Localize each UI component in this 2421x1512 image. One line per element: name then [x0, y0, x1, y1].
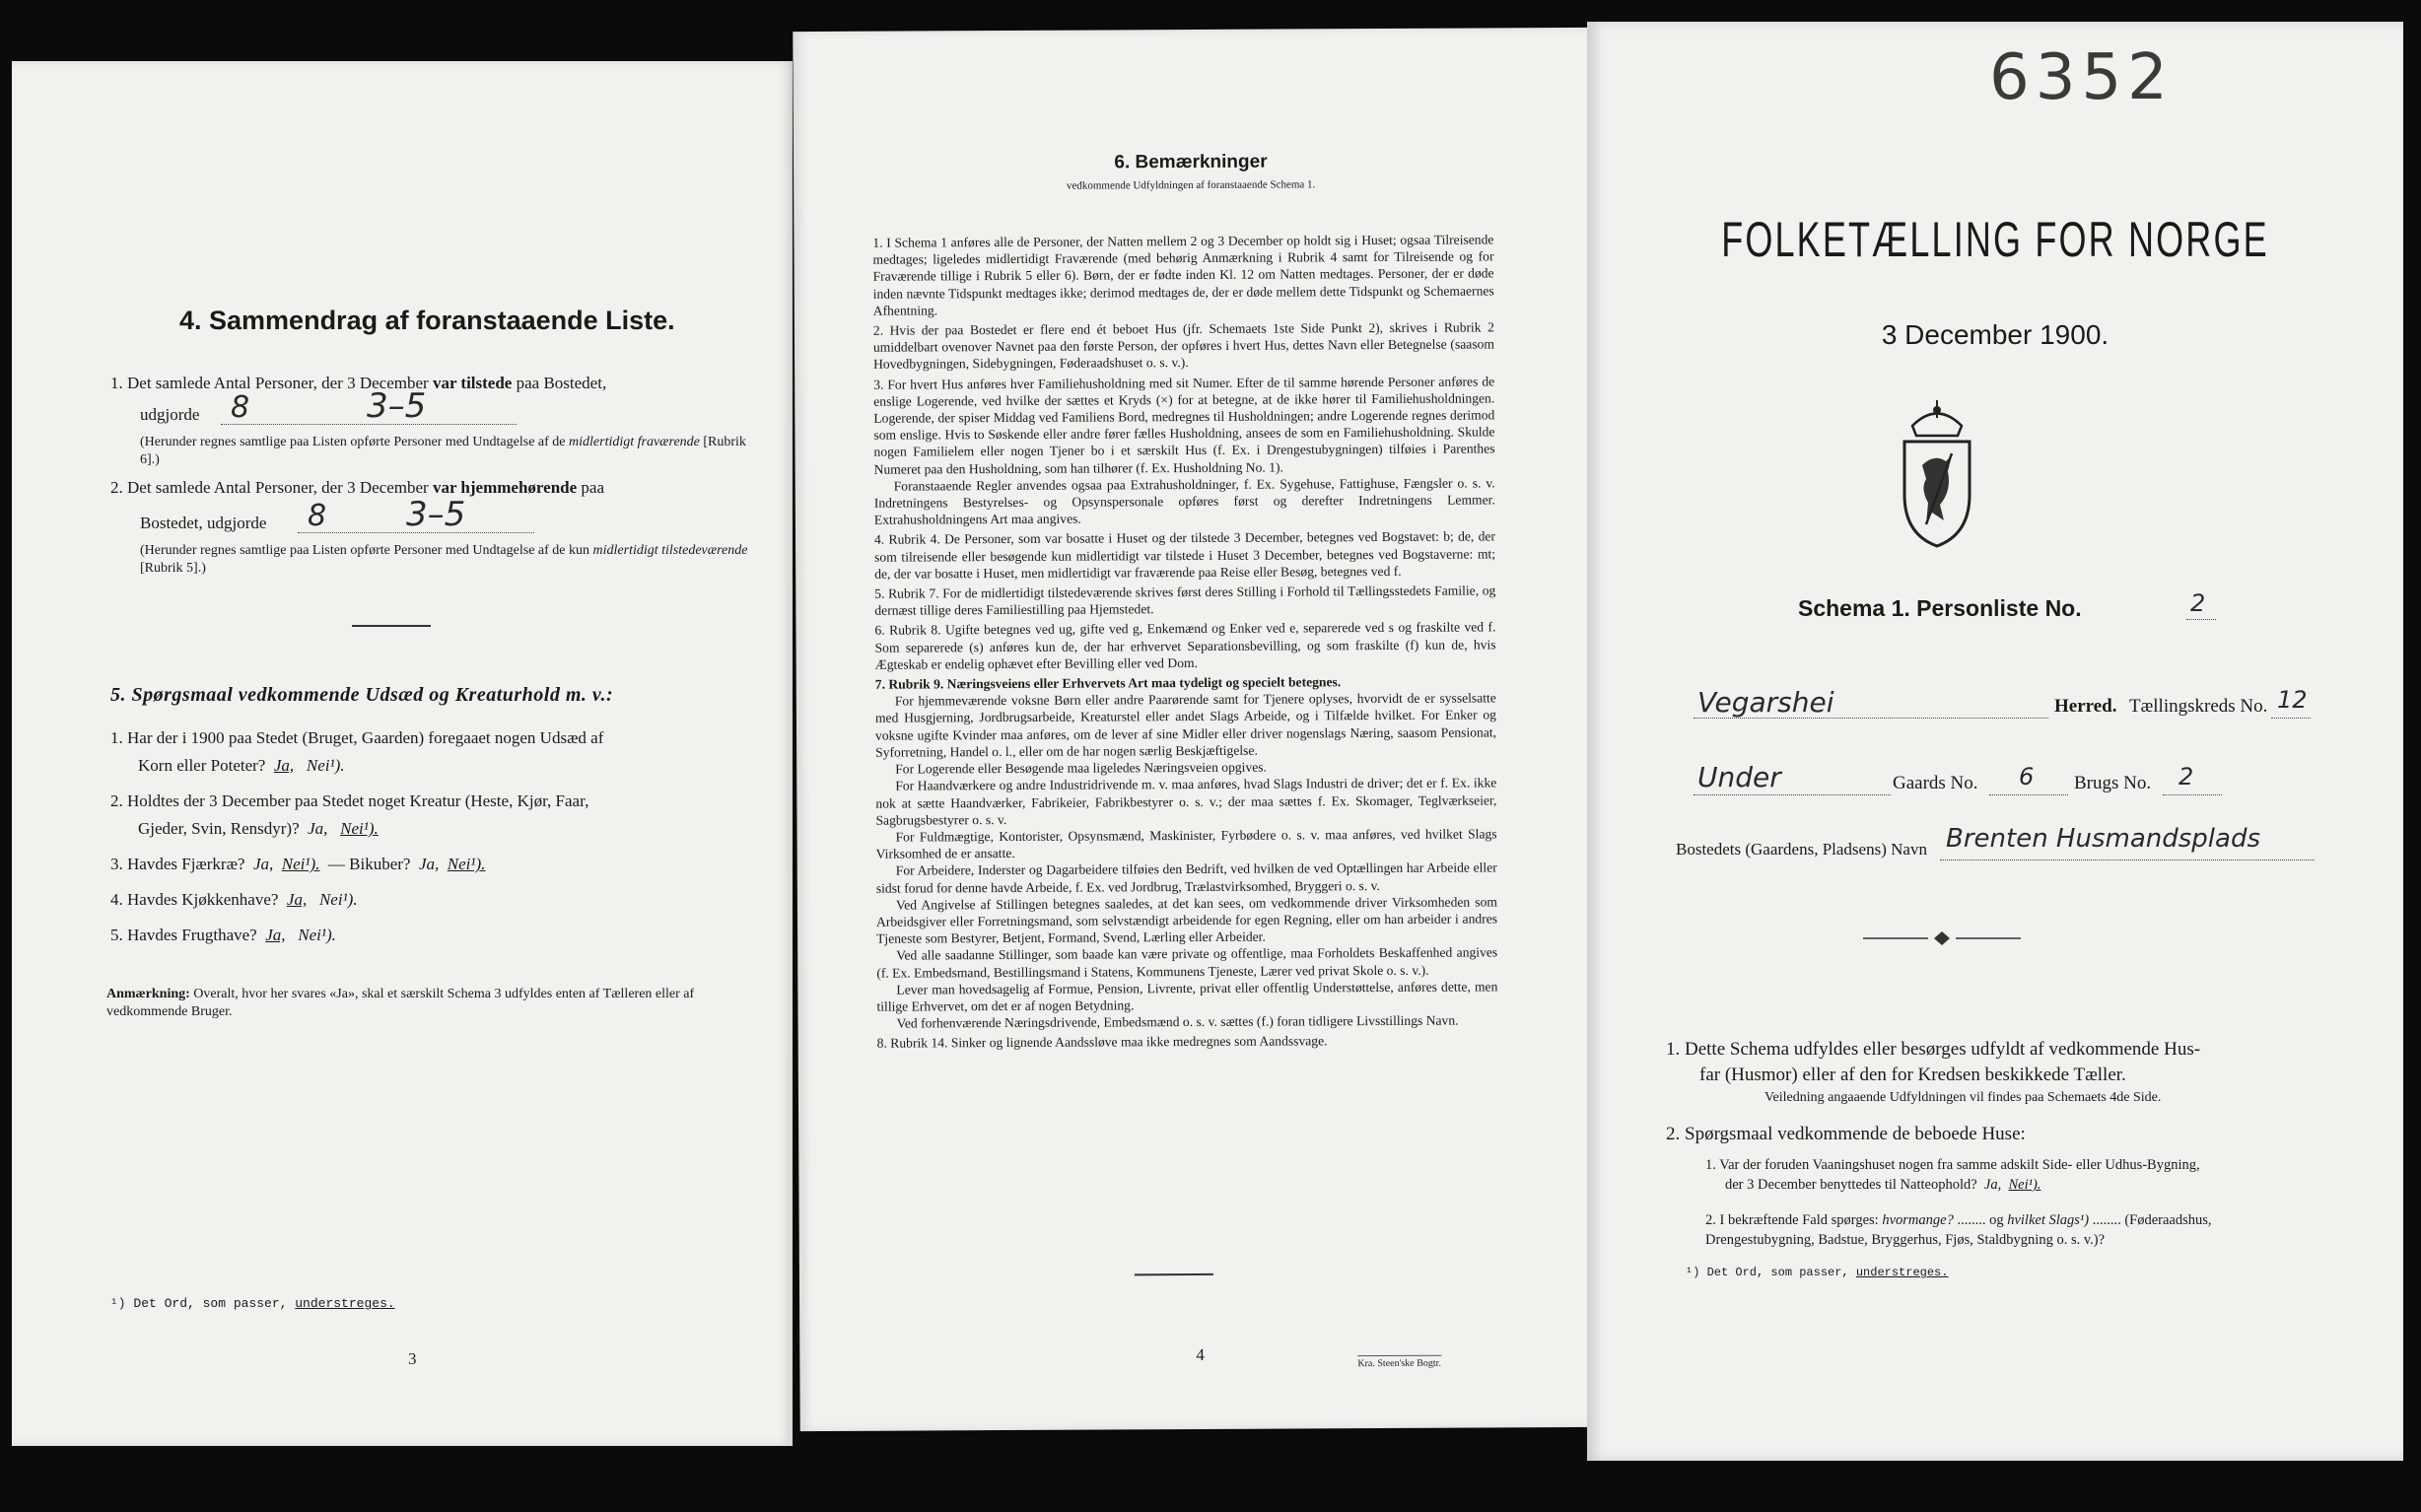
s5-q1: 1. Har der i 1900 paa Stedet (Bruget, Gaarden) foregaaet nogen Udsæd af Korn eller Poteter? Ja, Nei¹).	[110, 728, 604, 775]
under-handwritten: Under	[1697, 761, 1781, 793]
remark-item: 4. Rubrik 4. De Personer, som var bosatte i Huset og der tilstede 3 December, betegnes ved Bogstavet: b; de, der som tilreisende eller besøgende kun midlertidigt var tilstede i Huset 3 December, betegnes ved Bogstaverne: mt; de, der var bosatte i Huset, men midlertidigt var fraværende paa Reise eller Besøg, betegnes ved f.	[873, 528, 1496, 582]
left-footnote: ¹) Det Ord, som passer, understreges.	[110, 1296, 395, 1311]
under-line	[1694, 794, 1891, 795]
census-title: FOLKETÆLLING FOR NORGE	[1721, 212, 2269, 267]
q2-line: 2. Det samlede Antal Personer, der 3 December var hjemmehørende paa	[110, 478, 604, 497]
remark-item: Ved Angivelse af Stillingen betegnes saaledes, at det kan sees, om vedkommende driver Virksomheden som Arbeidsgiver eller Forretningsmand, som selvstændigt arbeidende for egen Regning, eller om han arbeider i andres Tjeneste som Bestyrer, Betjent, Formand, Svend, Lærling eller Arbeider.	[875, 894, 1498, 946]
remark-item: For Fuldmægtige, Kontorister, Opsynsmænd, Maskinister, Fyrbødere o. s. v. maa anføres, ved hvilket Slags Virksomhed de er ansatte.	[875, 826, 1497, 861]
remark-item: 3. For hvert Hus anføres hver Familiehusholdning med sit Numer. Efter de til samme hørende Personer anføres de enslige Logerende, ved hvilke der sættes et Kryds (×) for at betegne, at de ikke hører til Familiehusholdningen. Logerende, der spiser Middag ved Familiens Bord, medregnes til Husholdningen; andre Logerende regnes derimod som enslige. Hvis to Søskende eller andre fører fælles Husholdning, ansees de som en Familiehusholdning. Skulde nogen Familielem eller nogen Tjener bo i et særskilt Hus (f. Ex. i Drengestubygningen) tilføies i Parenthes Numeret paa den Husholdning, som han tilhører (f. Ex. Husholdning No. 1).	[873, 374, 1495, 477]
bosted-handwritten: Brenten Husmandsplads	[1946, 824, 2261, 854]
q2-handwritten: 3–5	[406, 495, 466, 534]
q1-line: 1. Det samlede Antal Personer, der 3 December var tilstede paa Bostedet,	[110, 374, 607, 392]
schema-label: Schema 1. Personliste No.	[1798, 595, 2082, 621]
remark-item: Lever man hovedsagelig af Formue, Pension, Livrente, privat eller offentlig Understøttelse, anføres dette, men tillige Erhvervet, om det er af nogen Betydning.	[876, 979, 1498, 1014]
remark-item: For Haandværkere og andre Industridrivende m. v. maa anføres, hvad Slags Industri de driver; det er f. Ex. ikke nok at sætte Haandværker, Fabrikeier, Fabrikbestyrer o. s. v.; der maa sættes f. Ex. Skomager, Teglværkseier, Sagbrugsbestyrer o. s. v.	[875, 775, 1497, 828]
remark-item: 5. Rubrik 7. For de midlertidigt tilstedeværende skrives først deres Stilling i Forhold til Tællingsstedets Familie, og dernæst tillige deres Familiestilling paa Hjemstedet.	[874, 583, 1496, 618]
remark-item: 2. Hvis der paa Bostedet er flere end ét beboet Hus (jfr. Schemaets 1ste Side Punkt 2), skrives i Rubrik 2 umiddelbart ovenover Navnet paa den første Person, der opføres i hvert Hus, dettes Navn eller Betegnelse (saasom Hovedbygningen, Sidebygningen, Føderaadshuset o. s. v.).	[872, 319, 1494, 373]
gaards-label: Gaards No.	[1893, 773, 1978, 793]
handwritten-id: 6352	[1989, 41, 2174, 114]
remark-item: 1. I Schema 1 anføres alle de Personer, der Natten mellem 2 og 3 December op holdt sig i Huset; ogsaa Tilreisende medtages; ligeledes midlertidigt Fraværende (med behørig Anmærkning i Rubrik 4 samt for Tilreisende og for Fraværende tillige i Rubrik 5 eller 6). Børn, der er fødte inden Kl. 12 om Natten medtages. Personer, der er døde inden nævnte Tidspunkt medtages ikke; derimod medtages de, der er døde mellem dette Tidspunkt og Schemaernes Afhentning.	[872, 232, 1494, 318]
remark-item: 8. Rubrik 14. Sinker og lignende Aandssløve maa ikke medregnes som Aandssvage.	[876, 1033, 1328, 1052]
s5-q3: 3. Havdes Fjærkræ? Ja, Nei¹). — Bikuber? Ja, Nei¹).	[110, 855, 486, 873]
remark-item: Ved forhenværende Næringsdrivende, Embedsmænd o. s. v. sættes (f.) foran tidligere Livsstillings Navn.	[896, 1012, 1459, 1031]
remarks-body	[872, 231, 1497, 1052]
coat-of-arms-icon	[1883, 396, 1991, 554]
remark-item: Foranstaaende Regler anvendes ogsaa paa Extrahusholdninger, f. Ex. Sygehuse, Fattighuse, Fængsler o. s. v. Indretningens Bestyrelses- og Opsynspersonale opføres først og derefter Indretningens Lemmer. Extrahusholdningens Art maa angives.	[873, 475, 1495, 527]
q2-bostedet-label: Bostedet, udgjorde	[140, 514, 267, 532]
schema-no: 2	[2190, 589, 2206, 617]
kreds-no: 12	[2277, 686, 2308, 714]
divider	[1135, 1273, 1213, 1275]
schema-no-line	[2186, 619, 2216, 620]
right-page	[1587, 22, 2403, 1461]
instruction-2: 2. Spørgsmaal vedkommende de beboede Huse:	[1666, 1124, 2026, 1144]
herred-handwritten: Vegarshei	[1697, 686, 1834, 719]
herred-label: Herred.	[2054, 696, 2117, 717]
brugs-label: Brugs No.	[2074, 773, 2152, 793]
q1-value: 8	[231, 390, 250, 425]
gaards-line	[1989, 794, 2068, 795]
bosted-label: Bostedets (Gaardens, Pladsens) Navn	[1676, 840, 1927, 859]
left-page-number: 3	[408, 1349, 417, 1368]
remark-item: For Arbeidere, Inderster og Dagarbeidere tilføies den Bedrift, ved hvilken de ved Optællingen har Arbeide eller sidst forud for denne havde Arbeide, f. Ex. ved Jordbrug, Trælastvirksomhed, Bryggeri o. s. v.	[875, 859, 1497, 896]
instruction-1: 1. Dette Schema udfyldes eller besørges udfyldt af vedkommende Hus- far (Husmor) eller af den for Kredsen beskikkede Tæller. Veiledning angaaende Udfyldningen vil findes paa Schemaets 4de Side.	[1666, 1039, 2201, 1105]
divider	[352, 625, 431, 627]
remarks-subtitle: vedkommende Udfyldningen af foranstaaende Schema 1.	[1066, 178, 1316, 192]
middle-page-number: 4	[1196, 1344, 1205, 1364]
kreds-line	[2271, 718, 2311, 719]
kreds-label: Tællingskreds No.	[2129, 696, 2268, 717]
s5-q5: 5. Havdes Frugthave? Ja, Nei¹).	[110, 926, 336, 944]
remarks-title: 6. Bemærkninger	[1114, 151, 1268, 173]
census-date: 3 December 1900.	[1881, 319, 2110, 350]
brugs-no: 2	[2179, 763, 2194, 790]
ornament-divider	[1863, 928, 2021, 948]
middle-page	[793, 28, 1594, 1431]
annotation: Anmærkning: Overalt, hvor her svares «Ja», skal et særskilt Schema 3 udfyldes enten af Tælleren eller af vedkommende Bruger.	[106, 987, 695, 1019]
brugs-line	[2163, 794, 2222, 795]
q1-handwritten: 3–5	[367, 386, 427, 426]
instruction-2-2: 2. I bekræftende Fald spørges: hvormange? ........ og hvilket Slags¹) ........ (Føderaadshus, Drengestubygning, Badstue, Bryggerhus, Fjøs, Staldbygning o. s. v.)?	[1705, 1212, 2212, 1248]
remark-item: 7. Rubrik 9. Næringsveiens eller Erhvervets Art maa tydeligt og specielt betegnes.	[874, 674, 1342, 692]
remark-item: For hjemmeværende voksne Børn eller andre Paarørende samt for Tjenere oplyses, hvorvidt de er sysselsatte med Husgjerning, Jordbrugsarbeide, Kreaturstel eller andet Slags Arbeide, og i Tilfælde hvilket. For Enker og voksne ugifte Kvinder maa anføres, om de lever af sine Midler eller driver nogenslags Næring, saasom Pensionat, Syforretning, Handel o. l., eller om de har nogen særlig Beskjæftigelse.	[874, 690, 1497, 760]
s5-q4: 4. Havdes Kjøkkenhave? Ja, Nei¹).	[110, 890, 358, 909]
q1-udgjorde-label: udgjorde	[140, 405, 200, 424]
q2-value: 8	[308, 499, 327, 533]
remark-item: 6. Rubrik 8. Ugifte betegnes ved ug, gifte ved g, Enkemænd og Enker ved e, separerede ved s og fraskilte ved f. Som separerede (s) anføres kun de, der har erhvervet Separationsbevilling, og som fraskilte (f) kun de, hvis Ægteskab er endelig ophævet efter Bevilling eller ved Dom.	[874, 619, 1496, 672]
gaards-no: 6	[2019, 763, 2035, 790]
bosted-line	[1940, 859, 2315, 860]
section-5-title: 5. Spørgsmaal vedkommende Udsæd og Kreaturhold m. v.:	[110, 684, 614, 706]
remark-item: Ved alle saadanne Stillinger, som baade kan være private og offentlige, maa Forholdets Beskaffenhed angives (f. Ex. Embedsmand, Bestillingsmand i Statens, Kommunens Tjeneste, Lærer ved privat Skole o. s. v.).	[876, 944, 1498, 981]
q1-note: (Herunder regnes samtlige paa Listen opførte Personer med Undtagelse af de midlertidigt fraværende [Rubrik 6].)	[140, 435, 746, 467]
instruction-2-1: 1. Var der foruden Vaaningshuset nogen fra samme adskilt Side- eller Udhus-Bygning, der 3 December benyttedes til Natteophold? Ja, Nei¹).	[1705, 1157, 2200, 1193]
q2-note: (Herunder regnes samtlige paa Listen opførte Personer med Undtagelse af de kun midlertidigt tilstedeværende [Rubrik 5].)	[140, 543, 748, 576]
remark-item: For Logerende eller Besøgende maa ligeledes Næringsveien opgives.	[895, 759, 1267, 777]
right-footnote: ¹) Det Ord, som passer, understreges.	[1686, 1266, 1949, 1279]
left-page	[12, 61, 793, 1446]
s5-q2: 2. Holdtes der 3 December paa Stedet noget Kreatur (Heste, Kjør, Faar, Gjeder, Svin, Rensdyr)? Ja, Nei¹).	[110, 791, 589, 838]
section-4-title: 4. Sammendrag af foranstaaende Liste.	[179, 306, 675, 335]
printer-imprint: Kra. Steen'ske Bogtr.	[1357, 1355, 1441, 1369]
